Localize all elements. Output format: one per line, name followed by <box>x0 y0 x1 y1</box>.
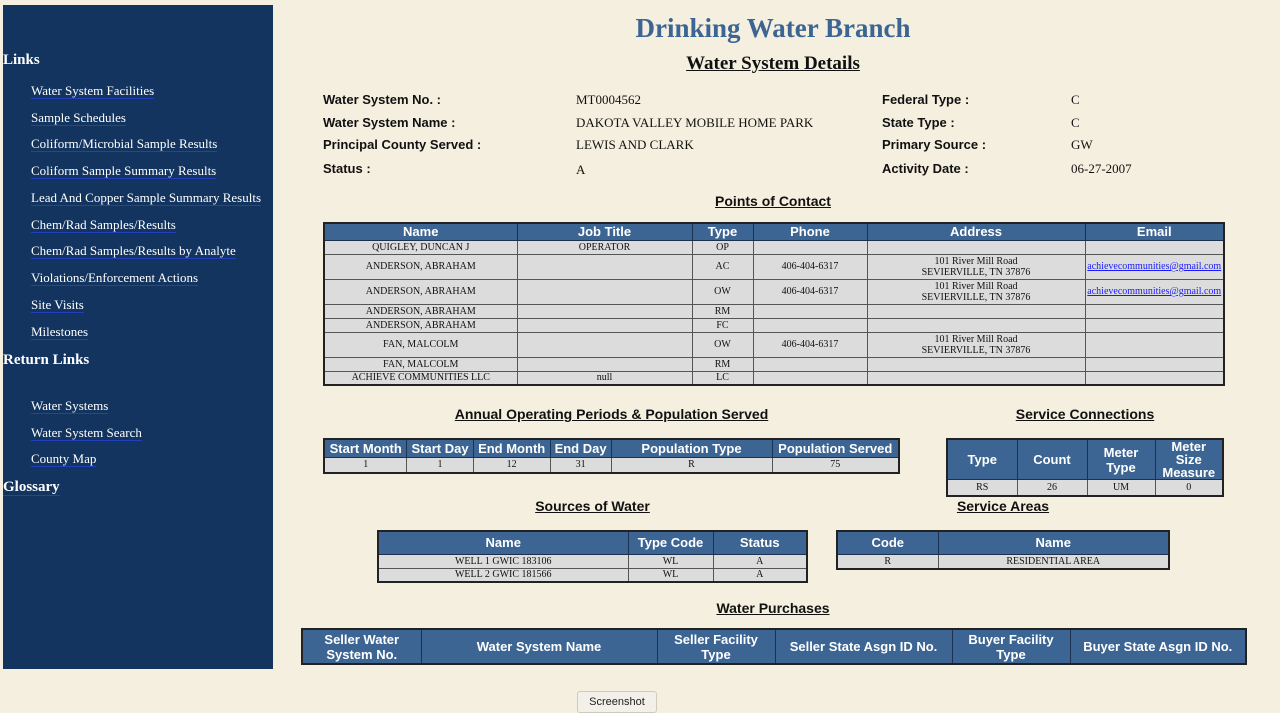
link-violations[interactable]: Violations/Enforcement Actions <box>31 270 199 285</box>
detail-label: Activity Date : <box>882 161 969 176</box>
address-line2: SEVIERVILLE, TN 37876 <box>921 344 1031 356</box>
page-title: Drinking Water Branch <box>635 13 911 43</box>
link-lead-copper-results[interactable]: Lead And Copper Sample Summary Results <box>31 190 262 205</box>
table-row <box>378 554 807 568</box>
sources-table <box>377 530 808 583</box>
table-row <box>324 279 1224 304</box>
detail-label: Federal Type : <box>882 92 970 107</box>
col-header: Status <box>713 531 807 554</box>
cell: ACHIEVE COMMUNITIES LLC <box>324 371 517 385</box>
cell <box>517 279 692 304</box>
table-row <box>324 304 1224 318</box>
cell <box>867 357 1085 371</box>
link-water-systems[interactable]: Water Systems <box>31 398 109 413</box>
cell <box>517 304 692 318</box>
cell <box>1085 371 1224 385</box>
address-line2: SEVIERVILLE, TN 37876 <box>921 266 1031 278</box>
cell: FAN, MALCOLM <box>324 332 517 357</box>
cell <box>1085 304 1224 318</box>
col-header: Meter Type <box>1087 439 1155 480</box>
table-row <box>837 554 1169 569</box>
col-header: Name <box>938 531 1169 554</box>
col-header: Phone <box>753 223 867 240</box>
cell <box>867 279 1085 304</box>
cell <box>867 304 1085 318</box>
detail-value: 06-27-2007 <box>1071 161 1132 176</box>
cell: WL <box>628 554 713 568</box>
col-header: Population Served <box>772 439 899 457</box>
col-header: Email <box>1085 223 1224 240</box>
detail-label: Water System Name : <box>323 115 456 130</box>
cell: LC <box>692 371 753 385</box>
cell: ANDERSON, ABRAHAM <box>324 279 517 304</box>
cell: A <box>713 568 807 582</box>
cell <box>517 332 692 357</box>
col-header: End Day <box>550 439 611 457</box>
purchases-table <box>301 628 1247 665</box>
cell: WL <box>628 568 713 582</box>
email-link[interactable]: achievecommunities@gmail.com <box>1087 261 1222 272</box>
col-header: Type <box>692 223 753 240</box>
link-glossary[interactable]: Glossary <box>3 479 60 495</box>
cell: OW <box>692 332 753 357</box>
cell: OP <box>692 240 753 254</box>
sidebar <box>3 5 273 669</box>
return-links-heading: Return Links <box>3 352 90 368</box>
detail-label: Water System No. : <box>323 92 441 107</box>
address-line1: 101 River Mill Road <box>934 255 1018 267</box>
cell <box>517 357 692 371</box>
col-header: Code <box>837 531 938 554</box>
link-chem-rad-results[interactable]: Chem/Rad Samples/Results <box>31 217 176 232</box>
cell <box>1085 332 1224 357</box>
col-header: Seller State Asgn ID No. <box>775 629 952 664</box>
col-header: Start Day <box>407 439 473 457</box>
detail-label: Status : <box>323 161 371 176</box>
operating-table <box>323 438 900 474</box>
table-row <box>378 568 807 582</box>
cell: OW <box>692 279 753 304</box>
link-coliform-summary-results[interactable]: Coliform Sample Summary Results <box>31 163 217 178</box>
detail-label: Principal County Served : <box>323 137 482 152</box>
col-header: Buyer Facility Type <box>952 629 1070 664</box>
link-water-system-facilities[interactable]: Water System Facilities <box>31 83 155 98</box>
cell: 1 <box>407 457 473 473</box>
cell: RM <box>692 357 753 371</box>
cell <box>1085 254 1224 279</box>
sources-title: Sources of Water <box>535 498 650 514</box>
cell <box>867 318 1085 332</box>
cell: OPERATOR <box>517 240 692 254</box>
cell: 406-404-6317 <box>753 254 867 279</box>
address-line1: 101 River Mill Road <box>934 333 1018 345</box>
cell <box>517 318 692 332</box>
areas-title: Service Areas <box>956 498 1050 514</box>
col-header: Seller Water System No. <box>302 629 421 664</box>
link-site-visits[interactable]: Site Visits <box>31 297 84 312</box>
detail-label: Primary Source : <box>882 137 987 152</box>
cell: FAN, MALCOLM <box>324 357 517 371</box>
detail-value: LEWIS AND CLARK <box>576 137 694 152</box>
cell: ANDERSON, ABRAHAM <box>324 254 517 279</box>
address-line1: 101 River Mill Road <box>934 280 1018 292</box>
cell: A <box>713 554 807 568</box>
cell: ANDERSON, ABRAHAM <box>324 304 517 318</box>
purchases-title: Water Purchases <box>716 600 830 616</box>
detail-value: A <box>576 162 586 177</box>
links-heading: Links <box>3 52 40 68</box>
table-row <box>324 318 1224 332</box>
cell: R <box>611 457 772 473</box>
connections-title: Service Connections <box>1015 406 1155 422</box>
cell: 406-404-6317 <box>753 332 867 357</box>
cell: WELL 1 GWIC 183106 <box>378 554 628 568</box>
cell: AC <box>692 254 753 279</box>
email-link[interactable]: achievecommunities@gmail.com <box>1087 286 1222 297</box>
connections-table <box>946 438 1224 497</box>
contacts-title: Points of Contact <box>715 193 831 209</box>
cell: FC <box>692 318 753 332</box>
link-county-map[interactable]: County Map <box>31 451 97 466</box>
col-header: Meter Size Measure <box>1155 439 1223 480</box>
cell: null <box>517 371 692 385</box>
address-line2: SEVIERVILLE, TN 37876 <box>921 291 1031 303</box>
cell <box>867 332 1085 357</box>
cell: 406-404-6317 <box>753 279 867 304</box>
col-header: Address <box>867 223 1085 240</box>
cell: 26 <box>1017 480 1087 496</box>
cell <box>1085 357 1224 371</box>
link-milestones[interactable]: Milestones <box>31 324 89 339</box>
cell: RESIDENTIAL AREA <box>938 554 1169 569</box>
detail-value: GW <box>1071 137 1093 152</box>
cell <box>753 357 867 371</box>
cell <box>753 240 867 254</box>
cell <box>1085 318 1224 332</box>
cell: R <box>837 554 938 569</box>
col-header: Name <box>324 223 517 240</box>
cell <box>753 304 867 318</box>
contacts-table <box>323 222 1225 386</box>
col-header: Buyer State Asgn ID No. <box>1070 629 1246 664</box>
cell <box>867 240 1085 254</box>
screenshot-button[interactable]: Screenshot <box>577 691 657 713</box>
col-header: Type <box>947 439 1017 480</box>
link-chem-rad-by-analyte[interactable]: Chem/Rad Samples/Results by Analyte <box>31 243 236 258</box>
page-subtitle: Water System Details <box>686 53 860 74</box>
cell <box>867 254 1085 279</box>
cell <box>753 371 867 385</box>
link-water-system-search[interactable]: Water System Search <box>31 425 142 440</box>
table-row <box>324 332 1224 357</box>
cell: RS <box>947 480 1017 496</box>
main-content <box>273 0 1280 711</box>
col-header: Start Month <box>324 439 407 457</box>
cell: 1 <box>324 457 407 473</box>
col-header: Type Code <box>628 531 713 554</box>
table-row <box>324 240 1224 254</box>
cell: QUIGLEY, DUNCAN J <box>324 240 517 254</box>
cell: 31 <box>550 457 611 473</box>
col-header: Water System Name <box>421 629 657 664</box>
table-row <box>324 457 899 473</box>
table-row <box>324 357 1224 371</box>
detail-value: C <box>1071 115 1080 130</box>
cell: ANDERSON, ABRAHAM <box>324 318 517 332</box>
col-header: Count <box>1017 439 1087 480</box>
cell <box>867 371 1085 385</box>
table-row <box>324 254 1224 279</box>
link-sample-schedules[interactable]: Sample Schedules <box>31 110 126 125</box>
cell <box>1085 240 1224 254</box>
cell: RM <box>692 304 753 318</box>
col-header: Population Type <box>611 439 772 457</box>
cell: 75 <box>772 457 899 473</box>
cell <box>517 254 692 279</box>
cell: UM <box>1087 480 1155 496</box>
col-header: Seller Facility Type <box>657 629 775 664</box>
link-coliform-microbial-results[interactable]: Coliform/Microbial Sample Results <box>31 136 218 151</box>
col-header: Name <box>378 531 628 554</box>
detail-value: MT0004562 <box>576 92 641 107</box>
col-header: Job Title <box>517 223 692 240</box>
col-header: End Month <box>473 439 550 457</box>
operating-title: Annual Operating Periods & Population Served <box>454 406 769 422</box>
cell <box>753 318 867 332</box>
table-row <box>324 371 1224 385</box>
detail-value: C <box>1071 92 1080 107</box>
detail-label: State Type : <box>882 115 955 130</box>
areas-table <box>836 530 1170 570</box>
cell: 12 <box>473 457 550 473</box>
table-row <box>947 480 1223 496</box>
cell: 0 <box>1155 480 1223 496</box>
detail-value: DAKOTA VALLEY MOBILE HOME PARK <box>576 115 814 130</box>
cell <box>1085 279 1224 304</box>
cell: WELL 2 GWIC 181566 <box>378 568 628 582</box>
